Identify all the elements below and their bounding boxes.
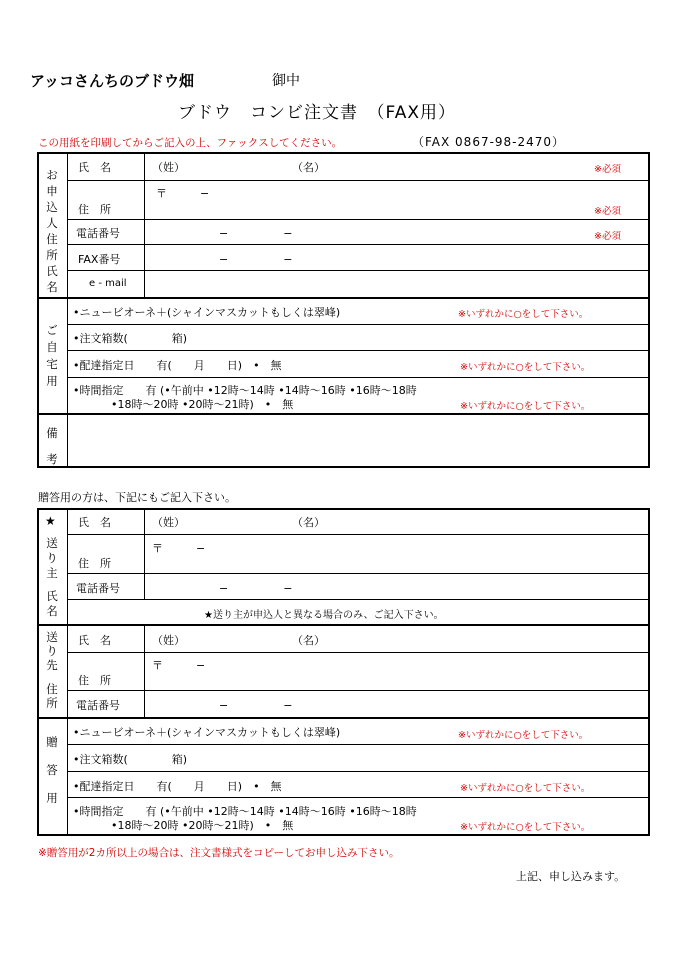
recipient-sei-field[interactable]: （姓）	[152, 634, 185, 647]
gift-product-option[interactable]: •ニュービオーネ＋(シャインマスカットもしくは翠峰)	[73, 726, 341, 739]
applicant-address-label: 住 所	[78, 203, 111, 216]
gift-time-option-line1[interactable]: •時間指定 有 (•午前中 •12時～14時 •14時～16時 •16時～18時	[73, 805, 417, 818]
applicant-email-label: e - mail	[89, 278, 127, 289]
recipient-phone-field[interactable]: − −	[219, 699, 293, 712]
home-time-note: ※いずれかに○をして下さい。	[460, 401, 591, 412]
print-instruction: この用紙を印刷してからご記入の上、ファックスしてください。	[38, 137, 343, 149]
applicant-mei-field[interactable]: （名）	[292, 161, 325, 174]
applicant-name-required: ※必須	[594, 164, 621, 175]
applicant-email-field[interactable]	[152, 278, 632, 292]
gift-delivery-note: ※いずれかに○をして下さい。	[460, 783, 591, 794]
sender-note: ★送り主が申込人と異なる場合のみ、ご記入下さい。	[204, 610, 444, 621]
applicant-sei-field[interactable]: （姓）	[152, 161, 185, 174]
home-delivery-note: ※いずれかに○をして下さい。	[460, 362, 591, 373]
gift-time-note: ※いずれかに○をして下さい。	[460, 822, 591, 833]
sender-sei-field[interactable]: （姓）	[152, 516, 185, 529]
applicant-address-required: ※必須	[594, 206, 621, 217]
home-group-label: ご 自 宅 用	[46, 323, 58, 388]
applicant-fax-label: FAX番号	[78, 253, 121, 266]
remarks-label: 備 考	[46, 426, 58, 466]
applicant-phone-required: ※必須	[594, 231, 621, 242]
home-product-note: ※いずれかに○をして下さい。	[458, 309, 589, 320]
recipient-name-label: 氏 名	[78, 634, 111, 647]
applicant-group-label: お 申 込 人 住 所 氏 名	[46, 168, 58, 294]
remarks-field[interactable]	[72, 418, 644, 464]
applicant-postal-field[interactable]: 〒 −	[156, 187, 210, 200]
sender-name-label: 氏 名	[78, 516, 111, 529]
gift-boxes-field[interactable]: •注文箱数( 箱)	[73, 753, 188, 766]
recipient-postal-field[interactable]: 〒 −	[152, 659, 206, 672]
shop-name: アッコさんちのブドウ畑	[30, 72, 194, 90]
recipient-phone-label: 電話番号	[76, 699, 120, 712]
closing-text: 上記、申し込みます。	[516, 870, 626, 883]
home-delivery-date-field[interactable]: •配達指定日 有( 月 日) • 無	[73, 359, 282, 372]
sender-group-label: 送 り 主 氏 名	[46, 536, 58, 618]
applicant-phone-label: 電話番号	[76, 227, 120, 240]
gift-delivery-date-field[interactable]: •配達指定日 有( 月 日) • 無	[73, 780, 282, 793]
home-time-option-line1[interactable]: •時間指定 有 (•午前中 •12時～14時 •14時～16時 •16時～18時	[73, 384, 417, 397]
copy-note: ※贈答用が2カ所以上の場合は、注文書様式をコピーしてお申し込み下さい。	[38, 847, 400, 859]
gift-group-label: 贈 答 用	[46, 735, 58, 805]
recipient-address-label: 住 所	[78, 674, 111, 687]
applicant-fax-field[interactable]: − −	[219, 253, 293, 266]
onchu-label: 御中	[272, 73, 300, 89]
form-title: ブドウ コンビ注文書 （FAX用）	[178, 103, 456, 123]
sender-star-icon: ★	[45, 514, 56, 528]
home-product-option[interactable]: •ニュービオーネ＋(シャインマスカットもしくは翠峰)	[73, 306, 341, 319]
sender-mei-field[interactable]: （名）	[292, 516, 325, 529]
recipient-mei-field[interactable]: （名）	[292, 634, 325, 647]
home-boxes-field[interactable]: •注文箱数( 箱)	[73, 332, 188, 345]
applicant-name-label: 氏 名	[78, 161, 111, 174]
gift-product-note: ※いずれかに○をして下さい。	[458, 730, 589, 741]
applicant-phone-field[interactable]: − −	[219, 227, 293, 240]
sender-phone-label: 電話番号	[76, 582, 120, 595]
home-time-option-line2[interactable]: •18時～20時 •20時～21時) • 無	[111, 398, 294, 411]
recipient-group-label: 送 り 先 住 所	[46, 630, 58, 710]
sender-postal-field[interactable]: 〒 −	[152, 542, 206, 555]
sender-phone-field[interactable]: − −	[219, 582, 293, 595]
gift-intro: 贈答用の方は、下記にもご記入下さい。	[38, 491, 236, 504]
gift-time-option-line2[interactable]: •18時～20時 •20時～21時) • 無	[111, 819, 294, 832]
sender-address-label: 住 所	[78, 557, 111, 570]
fax-number: （FAX 0867-98-2470）	[412, 135, 566, 149]
